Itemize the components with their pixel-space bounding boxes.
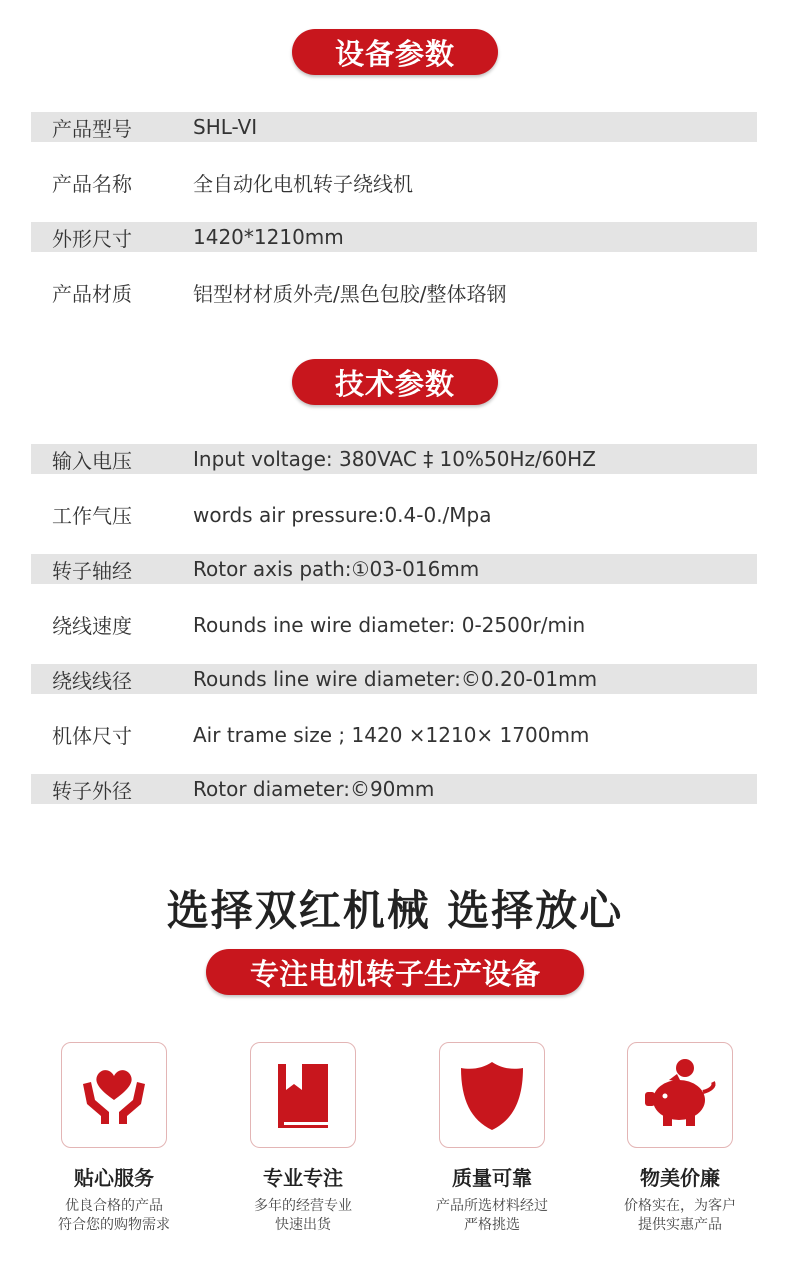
param-label: 工作气压 [52,504,132,528]
slogan-heading: 选择双红机械 选择放心 [166,886,624,935]
piggy-bank-icon [641,1056,719,1134]
table-row [31,774,757,804]
feature-desc: 多年的经营专业 快速出货 [254,1198,352,1233]
sub-slogan-badge: 专注电机转子生产设备 [206,949,584,995]
tech-params-title: 技术参数 [292,359,498,405]
feature-title: 质量可靠 [452,1166,532,1190]
param-label: 外形尺寸 [52,226,132,251]
feature-icon-box [61,1042,167,1148]
table-row [31,265,757,320]
param-value: Rounds line wire diameter:©0.20-01mm [193,667,598,691]
feature-icon-box [439,1042,545,1148]
feature-professional [213,1042,393,1235]
feature-service [24,1042,204,1235]
param-value: 铝型材材质外壳/黑色包胶/整体珞钢 [193,282,507,306]
table-row [31,597,757,652]
shield-icon [453,1056,531,1134]
param-value: Air trame size ; 1420 ×1210× 1700mm [193,722,590,747]
table-row [31,155,757,210]
feature-desc: 优良合格的产品 符合您的购物需求 [58,1198,170,1233]
feature-title: 专业专注 [263,1166,343,1190]
table-row [31,707,757,762]
feature-icon-box [250,1042,356,1148]
device-params-table [31,100,757,320]
feature-desc: 产品所选材料经过 严格挑选 [436,1198,548,1233]
param-value: SHL-VI [193,115,258,139]
param-label: 输入电压 [52,448,132,473]
table-row [31,112,757,142]
feature-quality [402,1042,582,1235]
param-label: 绕线速度 [52,614,132,638]
param-label: 产品型号 [52,116,132,141]
param-label: 产品名称 [52,172,132,196]
table-row [31,664,757,694]
param-label: 绕线线径 [52,668,132,693]
param-value: Input voltage: 380VAC ‡ 10%50Hz/60HZ [193,447,596,471]
feature-desc: 价格实在，为客户 提供实惠产品 [624,1198,736,1233]
feature-title: 贴心服务 [74,1166,154,1190]
param-value: 1420*1210mm [193,225,344,249]
param-label: 转子轴经 [52,558,132,583]
param-value: 全自动化电机转子绕线机 [193,172,413,196]
param-value: Rounds ine wire diameter: 0-2500r/min [193,612,586,637]
table-row [31,554,757,584]
param-label: 机体尺寸 [52,724,132,748]
param-value: Rotor diameter:©90mm [193,777,435,801]
feature-value [590,1042,770,1235]
param-value: words air pressure:0.4-0./Mpa [193,502,492,527]
book-icon [264,1056,342,1134]
table-row [31,222,757,252]
param-value: Rotor axis path:①03-016mm [193,557,480,581]
param-label: 转子外径 [52,778,132,803]
tech-params-table [31,432,757,817]
feature-title: 物美价廉 [640,1166,720,1190]
param-label: 产品材质 [52,282,132,306]
heart-hands-icon [75,1056,153,1134]
feature-icon-box [627,1042,733,1148]
device-params-title: 设备参数 [292,29,498,75]
table-row [31,487,757,542]
table-row [31,444,757,474]
